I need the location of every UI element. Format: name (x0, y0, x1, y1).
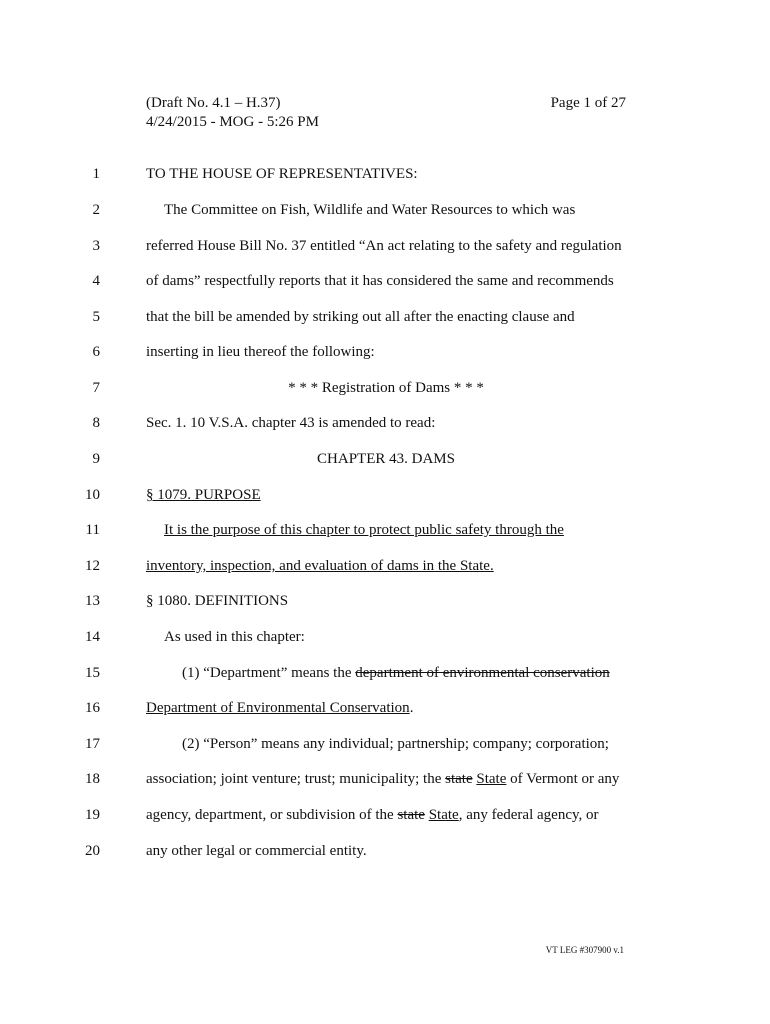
numbered-line (0, 484, 770, 506)
draft-header (146, 94, 319, 132)
numbered-line (0, 768, 770, 790)
line-text (146, 306, 626, 328)
line-number: 10 (85, 487, 100, 503)
text-segment: As used in this chapter: (164, 629, 305, 645)
draft-number: (Draft No. 4.1 – H.37) (146, 95, 281, 111)
line-number: 12 (85, 558, 100, 574)
section-divider-title: * * * Registration of Dams * * * (288, 380, 484, 396)
numbered-line (0, 626, 770, 648)
line-text (146, 270, 626, 292)
text-segment: TO THE HOUSE OF REPRESENTATIVES: (146, 166, 418, 182)
line-text (146, 519, 644, 541)
text-segment: , any federal agency, or (458, 807, 599, 823)
line-number: 4 (92, 273, 100, 289)
line-text (146, 662, 662, 684)
numbered-line (0, 590, 770, 612)
text-segment: any other legal or commercial entity. (146, 843, 367, 859)
line-text (146, 341, 626, 363)
deleted-text: state (445, 771, 473, 787)
line-text (146, 840, 626, 862)
text-segment: of dams” respectfully reports that it has considered the same and recommends (146, 273, 614, 289)
text-segment: association; joint venture; trust; municipality; the (146, 771, 446, 787)
deleted-text: state (397, 807, 425, 823)
line-text (146, 412, 626, 434)
inserted-text: Department of Environmental Conservation (146, 700, 410, 716)
inserted-text: § 1079. PURPOSE (146, 487, 261, 503)
line-text (146, 484, 626, 506)
line-number: 20 (85, 843, 100, 859)
numbered-line (0, 519, 770, 541)
line-text (146, 733, 662, 755)
line-number: 9 (92, 451, 100, 467)
line-number: 13 (85, 593, 100, 609)
numbered-line (0, 412, 770, 434)
line-text (146, 555, 626, 577)
line-number: 8 (92, 415, 100, 431)
line-number: 7 (92, 380, 100, 396)
line-number: 5 (92, 309, 100, 325)
line-number: 18 (85, 771, 100, 787)
line-number: 14 (85, 629, 100, 645)
numbered-line (0, 377, 770, 399)
deleted-text: department of environmental conservation (355, 665, 610, 681)
chapter-heading: CHAPTER 43. DAMS (317, 451, 455, 467)
inserted-text: inventory, inspection, and evaluation of dams in the State. (146, 558, 494, 574)
numbered-line (0, 448, 770, 470)
line-text (146, 448, 626, 470)
page-number: Page 1 of 27 (550, 95, 626, 111)
line-text (146, 768, 626, 790)
numbered-line (0, 341, 770, 363)
numbered-line (0, 555, 770, 577)
line-text (146, 199, 644, 221)
numbered-line (0, 306, 770, 328)
line-number: 16 (85, 700, 100, 716)
line-text (146, 697, 626, 719)
inserted-text: It is the purpose of this chapter to protect public safety through the (164, 522, 564, 538)
line-number: 3 (92, 238, 100, 254)
line-text (146, 235, 626, 257)
text-segment: agency, department, or subdivision of the (146, 807, 398, 823)
document-id-footer: VT LEG #307900 v.1 (545, 945, 624, 955)
line-text (146, 590, 626, 612)
text-segment: (2) “Person” means any individual; partnership; company; corporation; (182, 736, 609, 752)
numbered-line (0, 662, 770, 684)
numbered-line (0, 235, 770, 257)
numbered-line (0, 697, 770, 719)
line-number: 15 (85, 665, 100, 681)
line-number: 19 (85, 807, 100, 823)
section-heading: § 1080. DEFINITIONS (146, 593, 289, 609)
numbered-line (0, 804, 770, 826)
line-number: 11 (85, 522, 100, 538)
line-number: 17 (85, 736, 100, 752)
text-segment: referred House Bill No. 37 entitled “An act relating to the safety and regulation (146, 238, 622, 254)
line-number: 6 (92, 344, 100, 360)
line-text (146, 804, 626, 826)
line-number: 2 (92, 202, 100, 218)
line-text (146, 626, 644, 648)
text-segment: The Committee on Fish, Wildlife and Water Resources to which was (164, 202, 576, 218)
text-segment: that the bill be amended by striking out all after the enacting clause and (146, 309, 575, 325)
text-segment: Sec. 1. 10 V.S.A. chapter 43 is amended to read: (146, 415, 436, 431)
numbered-line (0, 270, 770, 292)
numbered-line (0, 733, 770, 755)
line-number: 1 (92, 166, 100, 182)
numbered-line (0, 199, 770, 221)
line-text (146, 163, 626, 185)
text-segment: (1) “Department” means the (182, 665, 356, 681)
line-text (146, 377, 626, 399)
inserted-text: State (476, 771, 507, 787)
draft-date: 4/24/2015 - MOG - 5:26 PM (146, 114, 319, 130)
text-segment: . (409, 700, 414, 716)
inserted-text: State (428, 807, 459, 823)
text-segment: of Vermont or any (506, 771, 620, 787)
numbered-line (0, 840, 770, 862)
text-segment: inserting in lieu thereof the following: (146, 344, 375, 360)
numbered-line (0, 163, 770, 185)
